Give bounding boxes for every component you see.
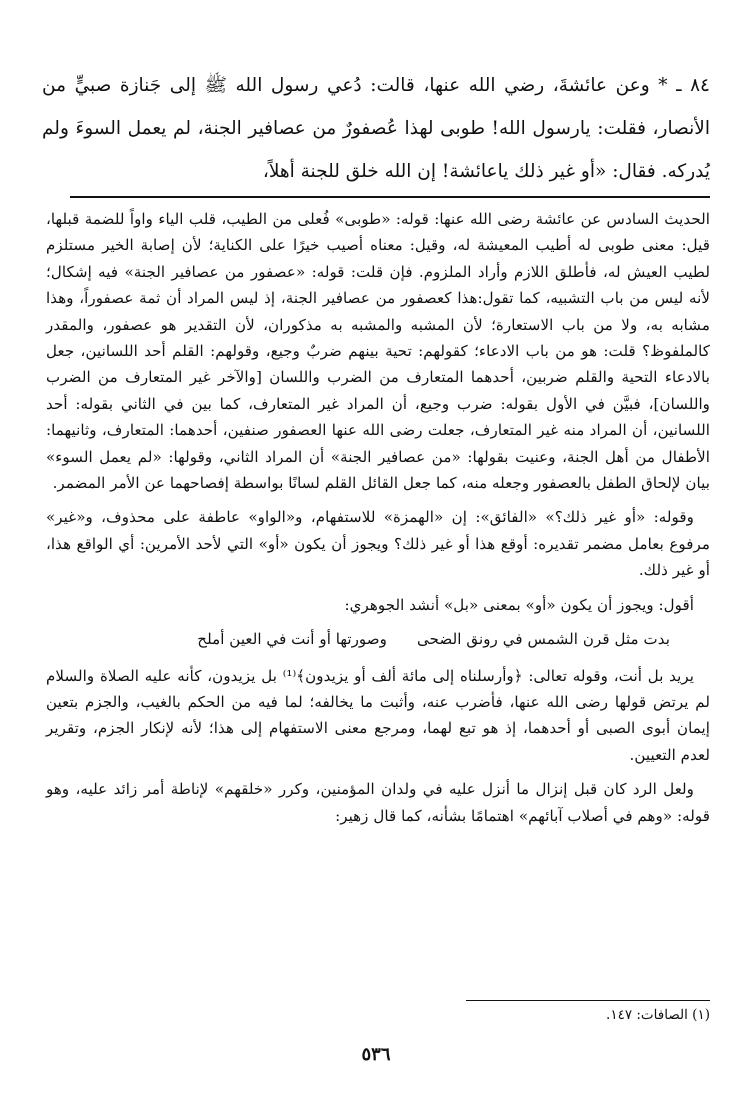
hadith-text: ٨٤ ـ * وعن عائشةَ، رضي الله عنها، قالت: دُعي رسول الله ﷺ إلى جَنازة صبيٍّ من الأنصار، فقلت: يارسول الله! طوبى لهذا عُصفورٌ من عصافير الجنة، لم يعمل السوءَ ولم يُدركه. فقال: «أو غير ذلك ياعائشة! إن الله خلق للجنة أهلاً، [42,75,710,182]
commentary-paragraph-5: ولعل الرد كان قبل إنزال ما أنزل عليه في ولدان المؤمنين، وكرر «خلقهم» لإناطة أمر زائد عليه، وهو قوله: «وهم في أصلاب آبائهم» اهتمامًا بشأنه، كما قال زهير: [46,780,710,825]
commentary-paragraph-3: أقول: ويجوز أن يكون «أو» بمعنى «بل» أنشد الجوهري: [344,595,694,614]
poem-verse [46,626,710,652]
separator-rule [70,196,710,198]
poem-second-hemistich: وصورتها أو أنت في العين أملح [197,630,388,649]
commentary-paragraph-1: الحديث السادس عن عائشة رضى الله عنها: قوله: «طوبى» فُعلى من الطيب، قلب الياء واواً للضمة قبلها، قيل: معنى طوبى له أطيب المعيشة له، وقيل: معناه أصيب خيرًا على الكناية؛ لأن إصابة الخير مستلزم لطيب العيش له، فأطلق اللازم وأراد الملزوم. فإن قلت: قوله: «عصفور من عصافير الجنة» فيه إشكال؛ لأنه ليس من باب التشبيه، كما تقول:هذا كعصفور من عصافير الجنة، إذ ليس المراد أن ثمة عصفوراً، وهذا مشابه به، ولا من باب الاستعارة؛ لأن المشبه والمشبه به مذكوران، لأن التقدير هو عصفور، والمقدر كالملفوظ؟ قلت: هو من باب الادعاء؛ كقولهم: تحية بينهم ضربٌ وجيع، وقولهم: القلم أحد اللسانين، جعل بالادعاء التحية والقلم ضربين، أحدهما المتعارف من الضرب واللسان [والآخر غير المتعارف من الضرب واللسان]، فبيَّن في الأول بقوله: ضرب وجيع، أن المراد غير المتعارف، كما بين في الثاني بقوله: أحد اللسانين، أن المراد منه غير المتعارف، جعلت رضى الله عنها العصفور صنفين، أحدهما: المتعارف، وثانيهما: الأطفال من أهل الجنة، وعنيت بقولها: «من عصافير الجنة» أن المراد الثاني، وقولها: «لم يعمل السوء» بيان لإلحاق الطفل بالعصفور وجعله منه، كما جعل القائل القلم لسانًا بواسطة إفصاحهما عن الأمر المضمر. [46,210,710,493]
footnote: (١) الصافات: ١٤٧. [606,1007,710,1023]
poem-first-hemistich: بدت مثل قرن الشمس في رونق الضحى [417,630,670,649]
commentary-block [46,206,710,837]
page-number: ٥٣٦ [361,1044,391,1065]
footnote-rule [466,1000,710,1001]
commentary-paragraph-2: وقوله: «أو غير ذلك؟» «الفائق»: إن «الهمزة» للاستفهام، و«الواو» عاطفة على محذوف، و«غير» مرفوع بعامل مضمر تقديره: أوقع هذا أو غير ذلك؟ ويجوز أن يكون «أو» التي لأحد الأمرين: أي الواقع هذا، أو غير ذلك. [46,508,710,580]
commentary-paragraph-4: يريد بل أنت، وقوله تعالى: ﴿وأرسلناه إلى مائة ألف أو يزيدون﴾⁽¹⁾ بل يزيدون، كأنه عليه الصلاة والسلام لم يرتض قولها رضى الله عنها، فأضرب عنه، وأثبت ما يخالفه؛ لما فيه من الحكم بالغيب، والجزم بتعين إيمان أبوى الصبى أو أحدهما، إذ هو تبع لهما، ومرجع معنى الاستفهام إلى هذا؛ لأنه لإنكار الجزم، وتقرير لعدم التعيين. [46,666,710,764]
